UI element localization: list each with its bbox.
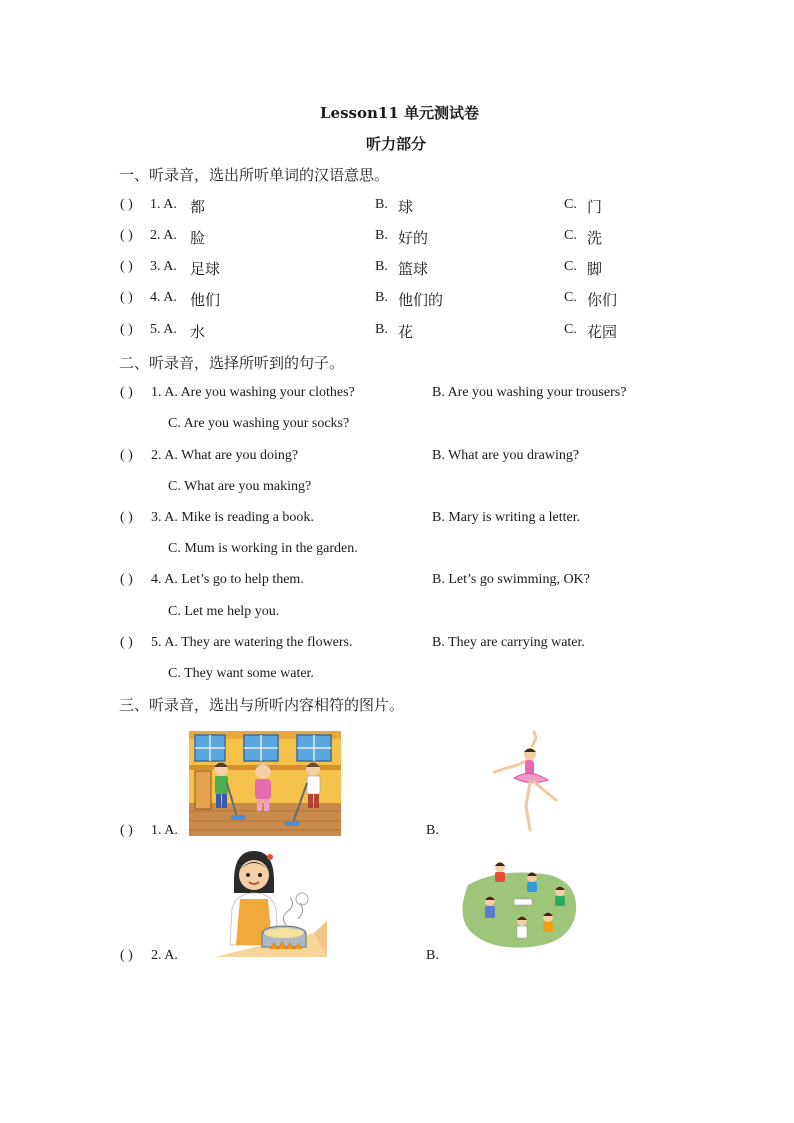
answer-blank[interactable]: ( ) — [120, 259, 133, 274]
option-b: 球 — [398, 198, 414, 216]
option-b-label: B. — [426, 823, 439, 838]
answer-blank[interactable]: ( ) — [120, 510, 133, 525]
option-b-label: B. — [375, 228, 388, 243]
option-c: 洗 — [587, 229, 603, 247]
option-c: C. They want some water. — [168, 666, 314, 681]
answer-blank[interactable]: ( ) — [120, 322, 133, 337]
option-b-label: B. — [375, 290, 388, 305]
option-c: 门 — [587, 198, 603, 216]
page-subtitle: 听力部分 — [366, 135, 427, 153]
option-c: 脚 — [587, 260, 603, 278]
answer-blank[interactable]: ( ) — [120, 197, 133, 212]
ballet-dancer-picture[interactable] — [490, 730, 560, 833]
option-a: 他们 — [190, 291, 221, 309]
option-a: 脸 — [190, 229, 206, 247]
option-c-label: C. — [564, 322, 577, 337]
question-number: 5. A. — [150, 322, 177, 337]
section3-heading: 三、听录音，选出与所听内容相符的图片。 — [119, 696, 405, 714]
option-b-label: B. — [375, 322, 388, 337]
option-b: B. What are you drawing? — [432, 448, 580, 463]
option-c: C. What are you making? — [168, 479, 312, 494]
option-b: B. Are you washing your trousers? — [432, 385, 627, 400]
children-cleaning-classroom-picture[interactable] — [189, 731, 341, 836]
option-b-label: B. — [375, 197, 388, 212]
option-c: C. Let me help you. — [168, 604, 280, 619]
option-c-label: C. — [564, 228, 577, 243]
option-c: 花园 — [587, 323, 618, 341]
answer-blank[interactable]: ( ) — [120, 572, 133, 587]
option-b: 好的 — [398, 229, 429, 247]
option-b: B. Mary is writing a letter. — [432, 510, 581, 525]
option-b-label: B. — [426, 948, 439, 963]
answer-blank[interactable]: ( ) — [120, 448, 133, 463]
question-number: 4. A. — [150, 290, 177, 305]
option-b-label: B. — [375, 259, 388, 274]
section2-heading: 二、听录音，选择所听到的句子。 — [119, 354, 345, 372]
option-a: 2. A. What are you doing? — [151, 448, 299, 463]
page-title: Lesson11 单元测试卷 — [320, 104, 479, 122]
option-a: 3. A. Mike is reading a book. — [151, 510, 314, 525]
option-c: C. Mum is working in the garden. — [168, 541, 358, 556]
option-c-label: C. — [564, 197, 577, 212]
answer-blank[interactable]: ( ) — [120, 228, 133, 243]
option-c-label: C. — [564, 259, 577, 274]
option-a: 5. A. They are watering the flowers. — [151, 635, 353, 650]
option-a: 水 — [190, 323, 206, 341]
option-b: 他们的 — [398, 291, 444, 309]
option-a-label: 2. A. — [151, 948, 178, 963]
option-a: 4. A. Let’s go to help them. — [151, 572, 304, 587]
answer-blank[interactable]: ( ) — [120, 948, 133, 963]
option-c: 你们 — [587, 291, 618, 309]
answer-blank[interactable]: ( ) — [120, 635, 133, 650]
option-a: 足球 — [190, 260, 221, 278]
girl-cooking-picture[interactable] — [214, 849, 329, 959]
option-a: 都 — [190, 198, 206, 216]
option-a-label: 1. A. — [151, 823, 178, 838]
children-sitting-on-grass-picture[interactable] — [460, 855, 580, 950]
option-b: B. They are carrying water. — [432, 635, 585, 650]
option-b: B. Let’s go swimming, OK? — [432, 572, 590, 587]
question-number: 1. A. — [150, 197, 177, 212]
option-b: 花 — [398, 323, 414, 341]
answer-blank[interactable]: ( ) — [120, 385, 133, 400]
section1-heading: 一、听录音，选出所听单词的汉语意思。 — [119, 166, 390, 184]
question-number: 3. A. — [150, 259, 177, 274]
option-c-label: C. — [564, 290, 577, 305]
option-c: C. Are you washing your socks? — [168, 416, 350, 431]
question-number: 2. A. — [150, 228, 177, 243]
answer-blank[interactable]: ( ) — [120, 823, 133, 838]
option-a: 1. A. Are you washing your clothes? — [151, 385, 355, 400]
answer-blank[interactable]: ( ) — [120, 290, 133, 305]
option-b: 篮球 — [398, 260, 429, 278]
